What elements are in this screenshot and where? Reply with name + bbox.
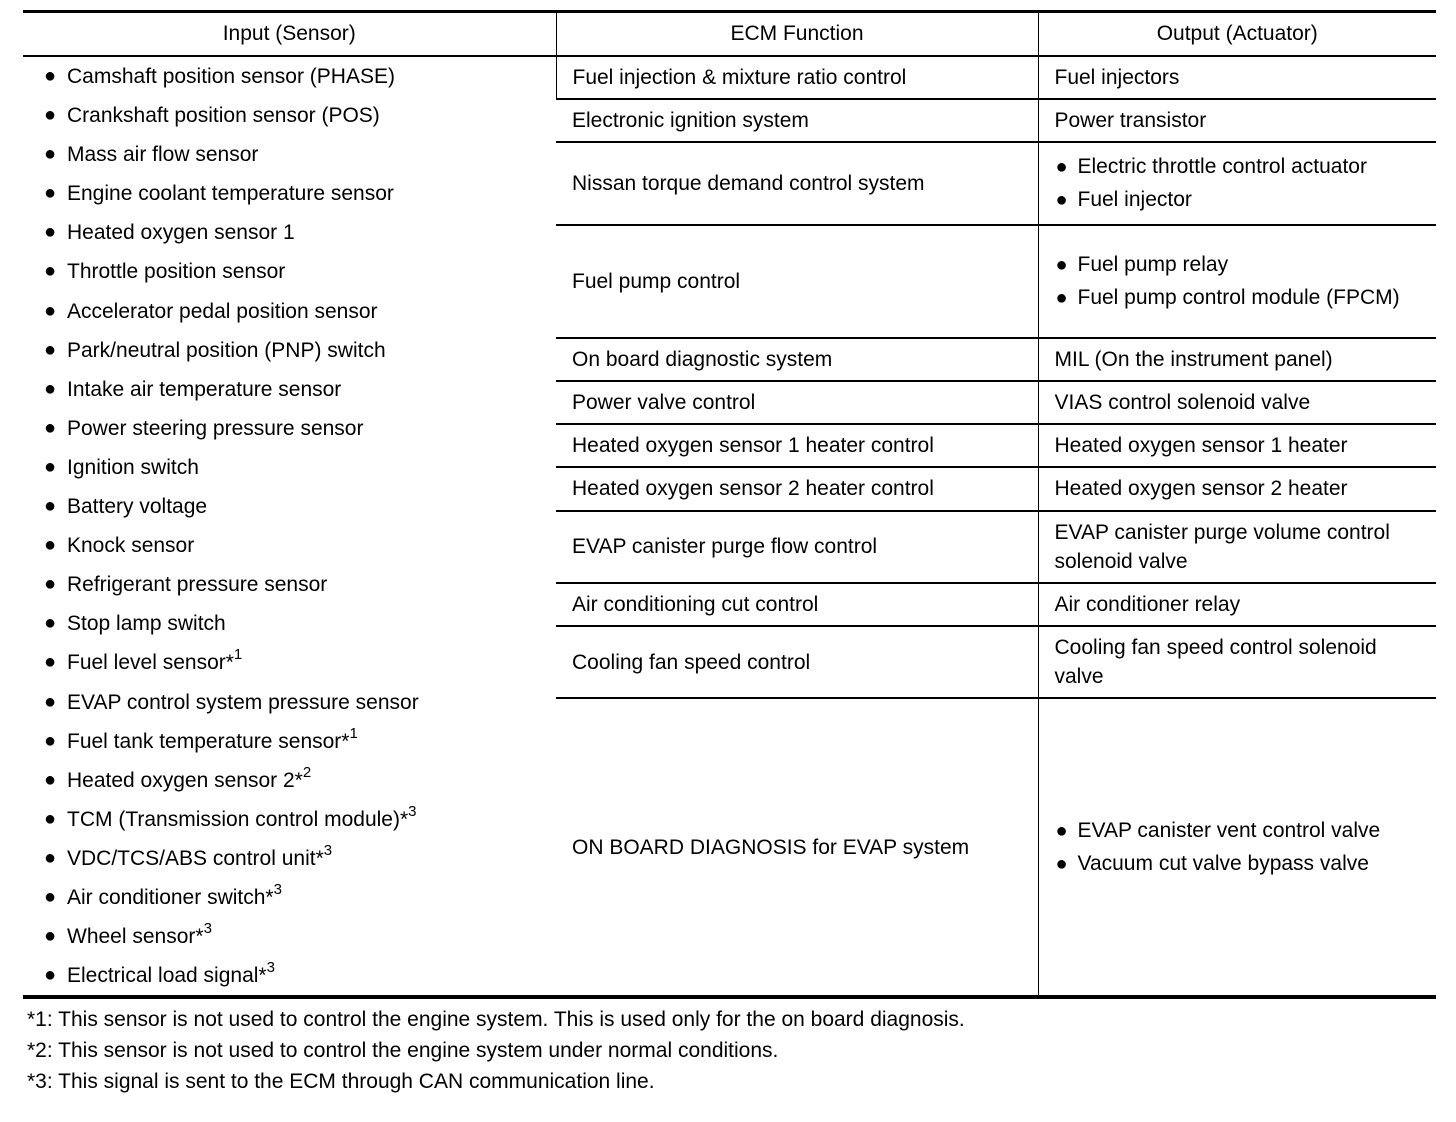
input-sensor-label: Throttle position sensor [67, 260, 286, 284]
output-actuator-cell [1038, 467, 1436, 510]
bullet-icon: ● [43, 416, 57, 439]
output-actuator-label: Fuel pump control module (FPCM) [1077, 285, 1400, 309]
input-sensor-item [39, 526, 546, 565]
output-actuator-item [1055, 816, 1427, 846]
input-sensor-label: Crankshaft position sensor (POS) [67, 104, 380, 128]
bullet-icon: ● [43, 612, 57, 635]
ecm-function-cell: Fuel pump control [556, 225, 1038, 338]
ecm-function-cell: Heated oxygen sensor 1 heater control [556, 424, 1038, 467]
bullet-icon: ● [1055, 819, 1068, 842]
output-actuator-label: Vacuum cut valve bypass valve [1077, 851, 1369, 875]
input-sensor-item [39, 370, 546, 409]
input-sensor-item [39, 331, 546, 370]
output-actuator-label: Heated oxygen sensor 2 heater [1054, 477, 1348, 501]
output-actuator-label: EVAP canister purge volume control solenoid valve [1054, 520, 1390, 573]
bullet-icon: ● [43, 925, 57, 948]
ecm-function-cell: Nissan torque demand control system [556, 142, 1038, 224]
bullet-icon: ● [43, 455, 57, 478]
input-sensor-label: Wheel sensor* [67, 925, 204, 949]
output-actuator-cell [1038, 424, 1436, 467]
output-actuator-item [1055, 152, 1427, 182]
output-actuator-item [1055, 250, 1427, 280]
ecm-io-figure [23, 10, 1436, 1097]
output-actuator-item [1055, 185, 1427, 215]
bullet-icon: ● [43, 104, 57, 127]
output-actuator-cell [1038, 56, 1436, 99]
ecm-function-cell: Fuel injection & mixture ratio control [556, 56, 1038, 99]
input-sensor-item [39, 292, 546, 331]
footnote-ref: 3 [323, 841, 333, 859]
output-actuator-label: Power transistor [1054, 109, 1207, 133]
input-sensor-label: Mass air flow sensor [67, 143, 259, 167]
bullet-icon: ● [43, 846, 57, 869]
bullet-icon: ● [43, 768, 57, 791]
bullet-icon: ● [43, 807, 57, 830]
bullet-icon: ● [1055, 286, 1068, 309]
input-sensor-item [39, 683, 546, 722]
input-sensor-label: Ignition switch [67, 455, 199, 479]
header-function: ECM Function [556, 12, 1038, 57]
output-actuator-cell [1038, 698, 1436, 997]
footnote-ref: 3 [266, 959, 275, 977]
ecm-function-cell: ON BOARD DIAGNOSIS for EVAP system [572, 835, 970, 859]
bullet-icon: ● [43, 377, 57, 400]
input-sensor-item [39, 487, 546, 526]
output-actuator-cell [1038, 338, 1436, 381]
input-sensor-item [39, 761, 546, 800]
input-sensor-label: Fuel tank temperature sensor* [67, 729, 350, 753]
input-sensor-item [39, 917, 546, 956]
output-actuator-label: Cooling fan speed control solenoid valve [1054, 636, 1377, 688]
bullet-icon: ● [43, 495, 57, 518]
bullet-icon: ● [1055, 155, 1068, 178]
output-actuator-label: Fuel pump relay [1077, 252, 1229, 276]
input-sensor-item [39, 57, 546, 96]
footnote: *3: This signal is sent to the ECM through CAN communication line. [27, 1070, 655, 1094]
output-actuator-label: Heated oxygen sensor 1 heater [1054, 434, 1348, 458]
ecm-function-cell: On board diagnostic system [556, 338, 1038, 381]
input-sensor-cell [23, 56, 556, 997]
input-sensor-list [39, 57, 546, 995]
ecm-function-cell: Heated oxygen sensor 2 heater control [556, 467, 1038, 510]
input-sensor-label: EVAP control system pressure sensor [67, 690, 419, 714]
ecm-function-cell: Cooling fan speed control [556, 626, 1038, 698]
output-actuator-label: MIL (On the instrument panel) [1054, 348, 1333, 372]
output-actuator-item [1055, 283, 1427, 313]
bullet-icon: ● [1055, 253, 1068, 276]
table-row [23, 56, 1436, 99]
header-output: Output (Actuator) [1038, 12, 1436, 57]
input-sensor-label: Power steering pressure sensor [67, 416, 364, 440]
input-sensor-item [39, 722, 546, 761]
input-sensor-label: Fuel level sensor* [67, 651, 234, 675]
input-sensor-item [39, 839, 546, 878]
header-input: Input (Sensor) [23, 12, 556, 57]
output-actuator-label: Electric throttle control actuator [1077, 154, 1367, 178]
input-sensor-label: Electrical load signal* [67, 964, 267, 988]
bullet-icon: ● [43, 651, 57, 674]
input-sensor-item [39, 448, 546, 487]
output-actuator-label: Air conditioner relay [1054, 592, 1241, 616]
input-sensor-item [39, 878, 546, 917]
input-sensor-label: Air conditioner switch* [67, 885, 274, 909]
input-sensor-label: Heated oxygen sensor 2* [67, 768, 303, 792]
bullet-icon: ● [43, 260, 57, 283]
input-sensor-item [39, 604, 546, 643]
output-actuator-list [1055, 250, 1427, 313]
input-sensor-label: TCM (Transmission control module)* [67, 807, 409, 831]
input-sensor-label: Engine coolant temperature sensor [67, 182, 394, 206]
bullet-icon: ● [43, 534, 57, 557]
bullet-icon: ● [43, 729, 57, 752]
header-row [23, 12, 1436, 57]
input-sensor-item [39, 800, 546, 839]
input-sensor-item [39, 252, 546, 291]
input-sensor-label: Accelerator pedal position sensor [67, 299, 378, 323]
ecm-function-cell: Air conditioning cut control [556, 583, 1038, 626]
ecm-function-cell: Power valve control [556, 381, 1038, 424]
input-sensor-item [39, 643, 546, 682]
footnote-ref: 3 [203, 920, 212, 938]
input-sensor-item [39, 956, 546, 995]
output-actuator-cell [1038, 583, 1436, 626]
input-sensor-item [39, 135, 546, 174]
output-actuator-cell [1038, 225, 1436, 338]
footnote: *2: This sensor is not used to control the engine system under normal conditions. [27, 1039, 779, 1063]
footnote-ref: 3 [273, 880, 282, 898]
ecm-function-cell: EVAP canister purge flow control [556, 511, 1038, 583]
bullet-icon: ● [43, 885, 57, 908]
bullet-icon: ● [43, 573, 57, 596]
input-sensor-label: Camshaft position sensor (PHASE) [67, 65, 395, 88]
output-actuator-cell [1038, 626, 1436, 698]
input-sensor-label: VDC/TCS/ABS control unit* [67, 846, 324, 870]
bullet-icon: ● [43, 690, 57, 713]
output-actuator-label: EVAP canister vent control valve [1077, 818, 1381, 842]
footnote-ref: 1 [349, 724, 358, 742]
bullet-icon: ● [43, 65, 57, 87]
input-sensor-label: Heated oxygen sensor 1 [67, 221, 295, 245]
input-sensor-item [39, 213, 546, 252]
input-sensor-label: Knock sensor [67, 534, 195, 558]
output-actuator-list [1055, 816, 1427, 879]
output-actuator-label: VIAS control solenoid valve [1054, 391, 1311, 415]
bullet-icon: ● [43, 338, 57, 361]
input-sensor-item [39, 96, 546, 135]
output-actuator-label: Fuel injector [1077, 187, 1192, 211]
input-sensor-label: Intake air temperature sensor [67, 377, 342, 401]
output-actuator-cell [1038, 511, 1436, 583]
input-sensor-label: Stop lamp switch [67, 612, 226, 636]
output-actuator-cell [1038, 142, 1436, 224]
ecm-function-cell: Electronic ignition system [556, 99, 1038, 142]
output-actuator-label: Fuel injectors [1054, 66, 1180, 90]
bullet-icon: ● [1055, 852, 1068, 875]
ecm-io-table [23, 10, 1436, 999]
bullet-icon: ● [43, 964, 57, 987]
input-sensor-label: Refrigerant pressure sensor [67, 573, 328, 597]
bullet-icon: ● [43, 143, 57, 166]
footnote: *1: This sensor is not used to control the engine system. This is used only for the on board diagnosis. [27, 1008, 965, 1032]
footnote-ref: 2 [302, 763, 312, 781]
bullet-icon: ● [43, 299, 57, 322]
input-sensor-item [39, 565, 546, 604]
bullet-icon: ● [43, 221, 57, 244]
input-sensor-item [39, 174, 546, 213]
bullet-icon: ● [1055, 188, 1068, 211]
output-actuator-list [1055, 152, 1427, 215]
input-sensor-label: Battery voltage [67, 495, 208, 519]
input-sensor-item [39, 409, 546, 448]
footnote-ref: 1 [233, 646, 243, 664]
footnote-ref: 3 [408, 802, 417, 820]
output-actuator-cell [1038, 381, 1436, 424]
footnotes [23, 1004, 1436, 1097]
output-actuator-cell [1038, 99, 1436, 142]
input-sensor-label: Park/neutral position (PNP) switch [67, 338, 386, 362]
bullet-icon: ● [43, 182, 57, 205]
output-actuator-item [1055, 849, 1427, 879]
